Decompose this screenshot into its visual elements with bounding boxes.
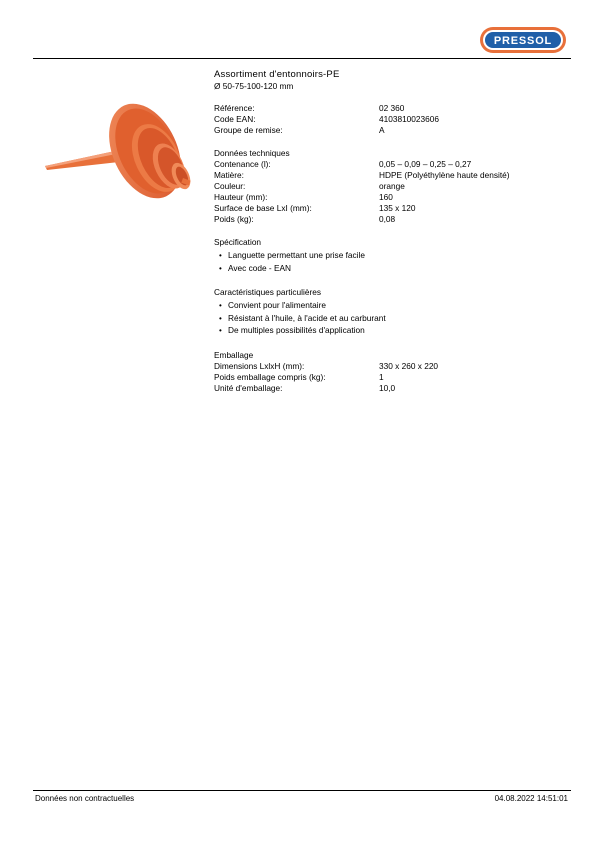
packaging-label: Unité d'emballage: <box>214 382 283 393</box>
tech-row <box>214 214 574 225</box>
reference-value: 02 360 <box>379 103 405 113</box>
timestamp: 04.08.2022 14:51:01 <box>494 794 568 803</box>
list-item <box>214 263 574 276</box>
packaging-row <box>214 383 574 394</box>
packaging-section <box>214 350 574 394</box>
feature-item-text: Convient pour l'alimentaire <box>228 300 326 310</box>
identity-row <box>214 125 574 136</box>
bullet-icon: • <box>219 326 222 335</box>
disclaimer: Données non contractuelles <box>35 794 135 803</box>
list-item <box>214 250 574 263</box>
tech-label: Poids (kg): <box>214 214 254 224</box>
packaging-value: 1 <box>379 371 384 382</box>
tech-row <box>214 170 574 181</box>
tech-value: HDPE (Polyéthylène haute densité) <box>379 170 510 180</box>
reference-label: Référence: <box>214 103 255 113</box>
tech-row <box>214 192 574 203</box>
features-heading: Caractéristiques particulières <box>214 287 321 297</box>
tech-section <box>214 148 574 225</box>
packaging-value: 10,0 <box>379 382 396 393</box>
spec-item-text: Languette permettant une prise facile <box>228 250 365 260</box>
list-item <box>214 325 574 338</box>
spec-heading: Spécification <box>214 237 262 247</box>
discount-group-label: Groupe de remise: <box>214 125 283 135</box>
header-rule <box>33 58 571 59</box>
ean-value: 4103810023606 <box>379 114 439 124</box>
identity-section <box>214 103 574 136</box>
packaging-label: Dimensions LxlxH (mm): <box>214 360 305 371</box>
discount-group-value: A <box>379 125 385 135</box>
tech-label: Matière: <box>214 170 244 180</box>
identity-row <box>214 103 574 114</box>
bullet-icon: • <box>219 313 222 323</box>
list-item <box>214 313 574 326</box>
packaging-value: 330 x 260 x 220 <box>379 360 439 371</box>
product-subtitle: Ø 50-75-100-120 mm <box>214 81 294 91</box>
tech-heading: Données techniques <box>214 148 290 158</box>
logo-text: PRESSOL <box>493 35 553 47</box>
features-section <box>214 287 574 338</box>
spec-section <box>214 237 574 275</box>
tech-value: 0,05 – 0,09 – 0,25 – 0,27 <box>379 159 472 169</box>
feature-item-text: De multiples possibilités d'application <box>228 325 365 335</box>
tech-label: Surface de base LxI (mm): <box>214 203 312 213</box>
ean-label: Code EAN: <box>214 114 256 124</box>
packaging-row <box>214 361 574 372</box>
identity-row <box>214 114 574 125</box>
packaging-row <box>214 372 574 383</box>
footer-rule <box>33 790 571 791</box>
pressol-logo <box>479 26 567 54</box>
product-sheet <box>214 69 574 394</box>
tech-value: 0,08 <box>379 214 396 224</box>
feature-item-text: Résistant à l'huile, à l'acide et au carburant <box>228 312 386 323</box>
tech-label: Contenance (l): <box>214 159 271 169</box>
bullet-icon: • <box>219 251 222 260</box>
tech-row <box>214 203 574 214</box>
features-list <box>214 300 574 338</box>
bullet-icon: • <box>219 263 222 273</box>
tech-row <box>214 181 574 192</box>
list-item <box>214 300 574 313</box>
spec-list <box>214 250 574 275</box>
tech-value: orange <box>379 181 405 191</box>
bullet-icon: • <box>219 301 222 310</box>
packaging-label: Poids emballage compris (kg): <box>214 371 326 382</box>
tech-row <box>214 159 574 170</box>
packaging-heading: Emballage <box>214 349 254 360</box>
tech-label: Hauteur (mm): <box>214 192 268 202</box>
tech-label: Couleur: <box>214 181 246 191</box>
tech-value: 160 <box>379 192 393 202</box>
funnel-set-image <box>45 96 200 206</box>
spec-item-text: Avec code - EAN <box>228 262 292 273</box>
tech-value: 135 x 120 <box>379 203 416 213</box>
product-title: Assortiment d'entonnoirs-PE <box>214 69 340 80</box>
